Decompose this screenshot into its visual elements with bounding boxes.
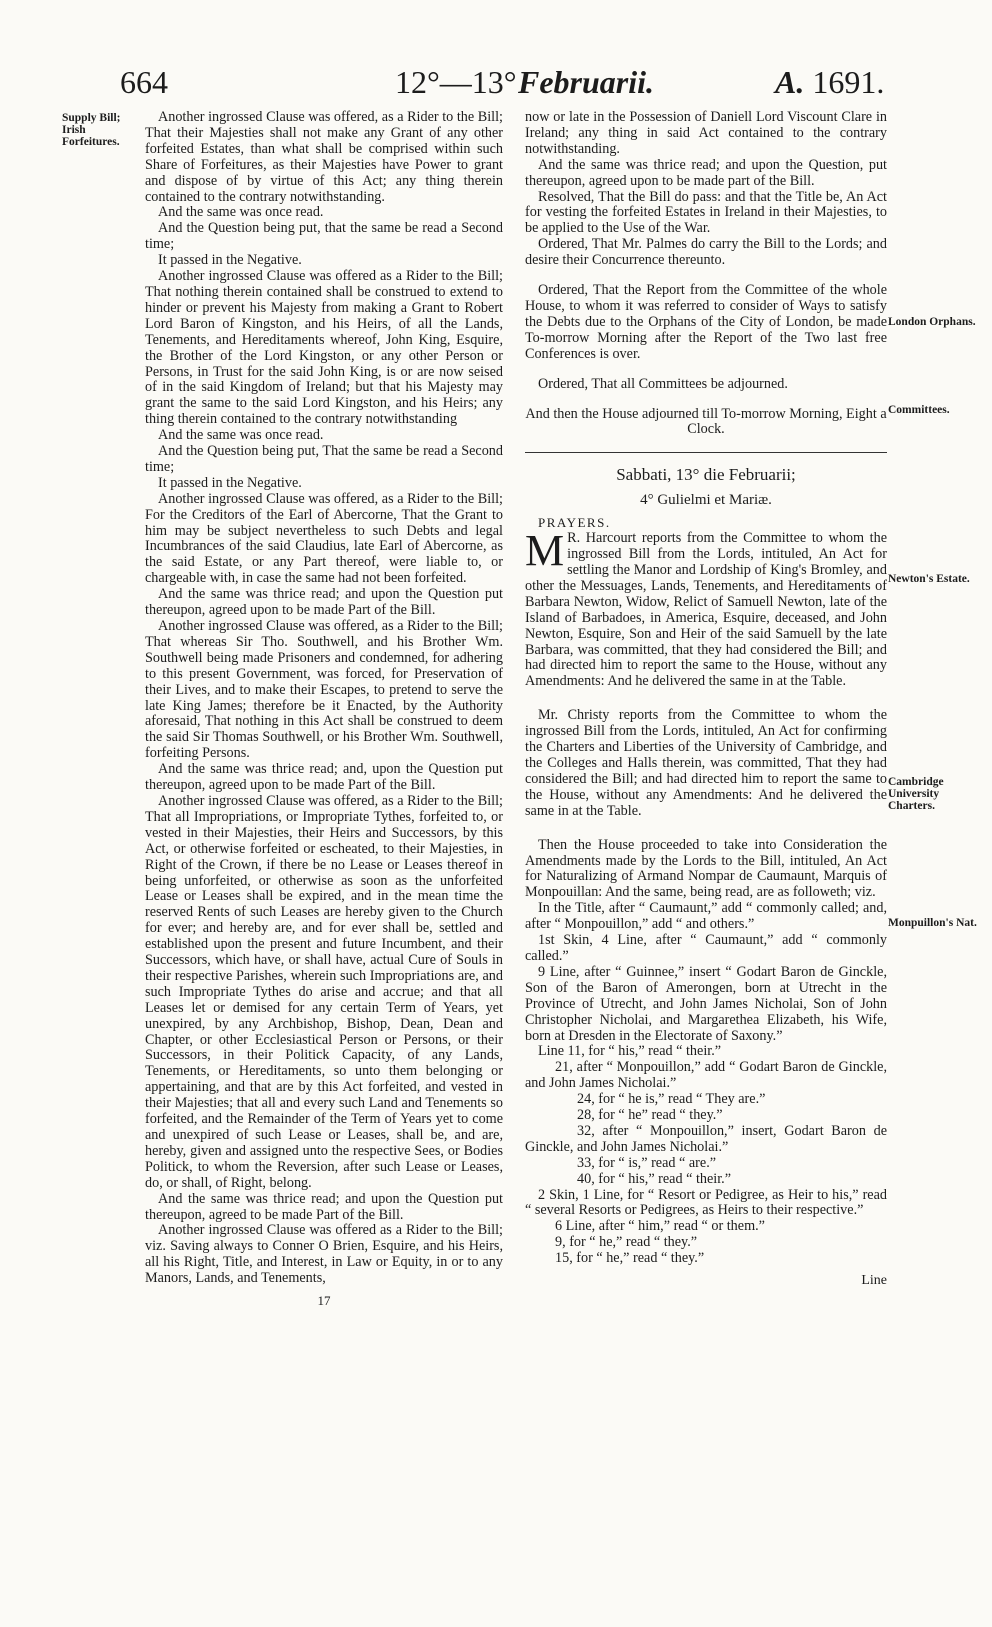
paragraph: And the same was thrice read; and upon the Question put thereupon, agreed upon to be made Part of the Bill.: [145, 586, 503, 619]
header-year: [775, 62, 884, 102]
paragraph: Another ingrossed Clause was offered, as a Rider to the Bill; That whereas Sir Tho. Southwell, and his Brother Wm. Southwell being made Prisoners and condemned, for adhering to this present Government, was forced, for Preservation of their Lives, and to make their Escapes, to pretend to serve the late King James; therefore be it Enacted, by the Authority aforesaid, That nothing in this Act shall be construed to deem the said Sir Thomas Southwell, or his Brother Wm. Southwell, forfeiting Persons.: [145, 618, 503, 762]
year-value: 1691.: [812, 64, 885, 100]
amendment: 2 Skin, 1 Line, for “ Resort or Pedigree, as Heir to his,” read “ several Resorts or Pedigrees, as Heirs to their respective.”: [525, 1186, 887, 1219]
left-column: [145, 110, 503, 1315]
regnal-year: 4° Gulielmi et Mariæ.: [640, 492, 772, 509]
year-prefix: A.: [775, 64, 805, 100]
amendment: 32, after “ Monpouillon,” insert, Godart Baron de Ginckle, and John James Nicholai.”: [525, 1122, 887, 1155]
amendment: 24, for “ he is,” read “ They are.”: [577, 1091, 766, 1108]
amendment: 1st Skin, 4 Line, after “ Caumaunt,” add “ commonly called.”: [525, 932, 887, 964]
paragraph: And the same was thrice read; and upon the Question, put thereupon, agreed upon to be made part of the Bill.: [525, 156, 887, 189]
amendment: Line 11, for “ his,” read “ their.”: [538, 1043, 722, 1060]
amendment: 9 Line, after “ Guinnee,” insert “ Godart Baron de Ginckle, Son of the Baron of Amerongen, born at Utrecht in the Province of Utrecht, and John James Nicholai, Son of John Christopher Nicholai, and Margarethea Elizabeth, his Wife, born at Dresden in the Electorate of Saxony.”: [525, 963, 887, 1044]
paragraph: Ordered, That Mr. Palmes do carry the Bill to the Lords; and desire their Concurrence thereunto.: [525, 236, 887, 269]
paragraph: And the same was once read.: [158, 204, 324, 221]
paragraph: Another ingrossed Clause was offered, as a Rider to the Bill; That their Majesties shall not make any Grant of any other forfeited Estates, than what shall be comprised within such Share of Forfeitures, as their Majesties have Power to grant and dispose of by virtue of this Act; any thing therein contained to the contrary notwithstanding.: [145, 109, 503, 205]
paragraph: Another ingrossed Clause was offered, as a Rider to the Bill; For the Creditors of the Earl of Abercorne, That the Grant to him may be subject nevertheless to such Debts and legal Incumbrances of the said Claudius, late Earl of Abercorne, as the said Estate, or any Part thereof, were liable to, or chargeable with, in case the same had not been forfeited.: [145, 490, 503, 587]
catchword: Line: [861, 1273, 887, 1289]
paragraph: Then the House proceeded to take into Consideration the Amendments made by the Lords to the Bill, intituled, An Act for Naturalizing of Armand Nompar de Caumaunt, Marquis of Monpouillan: And the same, being read, are as followeth; viz.: [525, 836, 887, 901]
paragraph: And the Question being put, that the same be read a Second time;: [145, 220, 503, 253]
margin-note-supply-bill: Supply Bill; Irish Forfeitures.: [62, 112, 121, 148]
amendment: 6 Line, after “ him,” read “ or them.”: [555, 1218, 765, 1235]
paragraph-london-orphans: Ordered, That the Report from the Committee of the whole House, to whom it was referred to consider of Ways to satisfy the Debts due to the Orphans of the City of London, be made To-morrow Morning after the Report of the Two last free Conferences is over.: [525, 282, 887, 362]
paragraph: And the same was thrice read; and, upon the Question put thereupon, agreed upon to be made Part of the Bill.: [145, 761, 503, 794]
amendment: 33, for “ is,” read “ are.”: [577, 1154, 717, 1171]
drop-cap: M: [525, 526, 565, 576]
right-column: [525, 110, 887, 1289]
amendment: In the Title, after “ Caumaunt,” add “ commonly called; and, after “ Monpouillon,” add “ and others.”: [525, 900, 887, 933]
paragraph: Resolved, That the Bill do pass: and that the Title be, An Act for vesting the forfeited Estates in Ireland in their Majesties, to be applied to the Use of the War.: [525, 188, 887, 237]
paragraph: And the same was once read.: [158, 427, 324, 444]
paragraph: Another ingrossed Clause was offered as a Rider to the Bill; That nothing therein contained shall be construed to extend to hinder or prevent his Majesty from making a Grant to Robert Lord Baron of Kingston, and his Heirs, of all the Lands, Tenements, and Hereditaments whereof, John King, Esquire, the Brother of the Lord Kingston, or any other Person or Persons, in Trust for the said John King, is or are now seised of in the said Kingdom of Ireland; but that his Majesty may grant the same to the said Lord Kingston, and his Heirs; any thing therein contained to the contrary notwithstanding: [145, 268, 503, 428]
paragraph: Another ingrossed Clause was offered as a Rider to the Bill; viz. Saving always to Conner O Brien, Esquire, and his Heirs, all his Right, Title, and Interest, in Law or Equity, in or to any Manors, Lands, and Tenements,: [145, 1222, 503, 1287]
amendment: 21, after “ Monpouillon,” add “ Godart Baron de Ginckle, and John James Nicholai.”: [525, 1059, 887, 1092]
margin-note-newtons-estate: Newton's Estate.: [888, 573, 970, 585]
prayers-heading: PRAYERS.: [538, 515, 611, 531]
page-header: [0, 62, 992, 106]
paragraph: now or late in the Possession of Daniell Lord Viscount Clare in Ireland; any thing in said Act contained to the contrary notwithstanding.: [525, 109, 887, 157]
amendment: 40, for “ his,” read “ their.”: [577, 1170, 732, 1187]
paragraph: It passed in the Negative.: [158, 252, 302, 269]
paragraph-adjourn: And then the House adjourned till To-morrow Morning, Eight a Clock.: [525, 405, 887, 438]
paragraph-committees: Ordered, That all Committees be adjourned.: [538, 375, 788, 392]
paragraph: And the Question being put, That the same be read a Second time;: [145, 443, 503, 475]
margin-note-monpouillon: Monpuillon's Nat.: [888, 917, 977, 929]
amendment: 9, for “ he,” read “ they.”: [555, 1234, 698, 1251]
section-divider: [525, 452, 887, 453]
newton-text: R. Harcourt reports from the Committee to whom the ingrossed Bill from the Lords, intituled, An Act for settling the Manor and Lordship of King's Bromley, and other the Messuages, Lands, Tenements, and Hereditaments of Barbara Newton, Widow, Relict of Samuell Newton, late of the Island of Barbadoes, in America, Esquire, deceased, and John Newton, Esquire, Son and Heir of the said Samuell by the late Barbara, was committed, that they had considered the Bill; and had directed him to report the same to the House, without any Amendments: And he delivered the same in at the Table.: [525, 530, 887, 690]
paragraph-cambridge: Mr. Christy reports from the Committee to whom the ingrossed Bill from the Lords, intituled, An Act for confirming the Charters and Liberties of the University of Cambridge, and the Colleges and Halls therein, was committed, That they had considered the Bill; and had directed him to report the same to the House, without any Amendments: And he delivered the same in at the Table.: [525, 707, 887, 819]
paragraph: And the same was thrice read; and upon the Question put thereupon, agreed to be made Part of the Bill.: [145, 1190, 503, 1223]
margin-note-cambridge: Cambridge University Charters.: [888, 776, 944, 812]
page-number: 664: [120, 64, 168, 100]
paragraph-newton: [525, 526, 887, 690]
amendment: 15, for “ he,” read “ they.”: [555, 1250, 705, 1267]
paragraph: Another ingrossed Clause was offered, as a Rider to the Bill; That all Impropriations, or Impropriate Tythes, forfeited to, or vested in their Majesties, their Heirs and Successors, by this Act, or otherwise forfeited or escheated, to their Majesties, in Right of the Crown, if there be no Lease or Leases thereof in being unforfeited, or otherwise as soon as the unforfeited Lease or Leases shall be expired, and in the mean time the reserved Rents of such Leases are hereby given to the Church for ever; and hereby are, and for ever shall be, settled and established upon the present and future Incumbent, and their Successors, which have, or shall have, actual Cure of Souls in their respective Parishes, wherein such Impropriations are, and such Impropriate Tythes do arise and accrue; and that all Leases let or demised for any certain Term of Years, yet unexpired, by any Archbishop, Bishop, Dean, Dean and Chapter, or other Ecclesiastical Person or Persons, or their Successors, in their Politick Capacity, of any Lands, Tenements, or Hereditaments, so unto them belonging or appertaining, and that are by this Act forfeited, and vested in their Majesties; that all and every such Land and Tenements so forfeited, and the Remainder of the Term of Years yet to come and unexpired of such Lease or Leases, shall be, and are, hereby, given and assigned unto the respective Sees, or Bodies Politick, to whom the Reversion, after such Lease or Leases, do, or shall, of Right, belong.: [145, 792, 503, 1191]
paragraph: It passed in the Negative.: [158, 474, 302, 491]
margin-note-london-orphans: London Orphans.: [888, 316, 976, 328]
sitting-date: Sabbati, 13° die Februarii;: [616, 465, 796, 485]
margin-note-committees: Committees.: [888, 404, 950, 416]
header-month: Februarii.: [518, 64, 655, 100]
amendment: 28, for “ he” read “ they.”: [577, 1107, 723, 1124]
header-dates: 12°—13°: [395, 64, 517, 100]
signature-mark: 17: [317, 1293, 331, 1309]
